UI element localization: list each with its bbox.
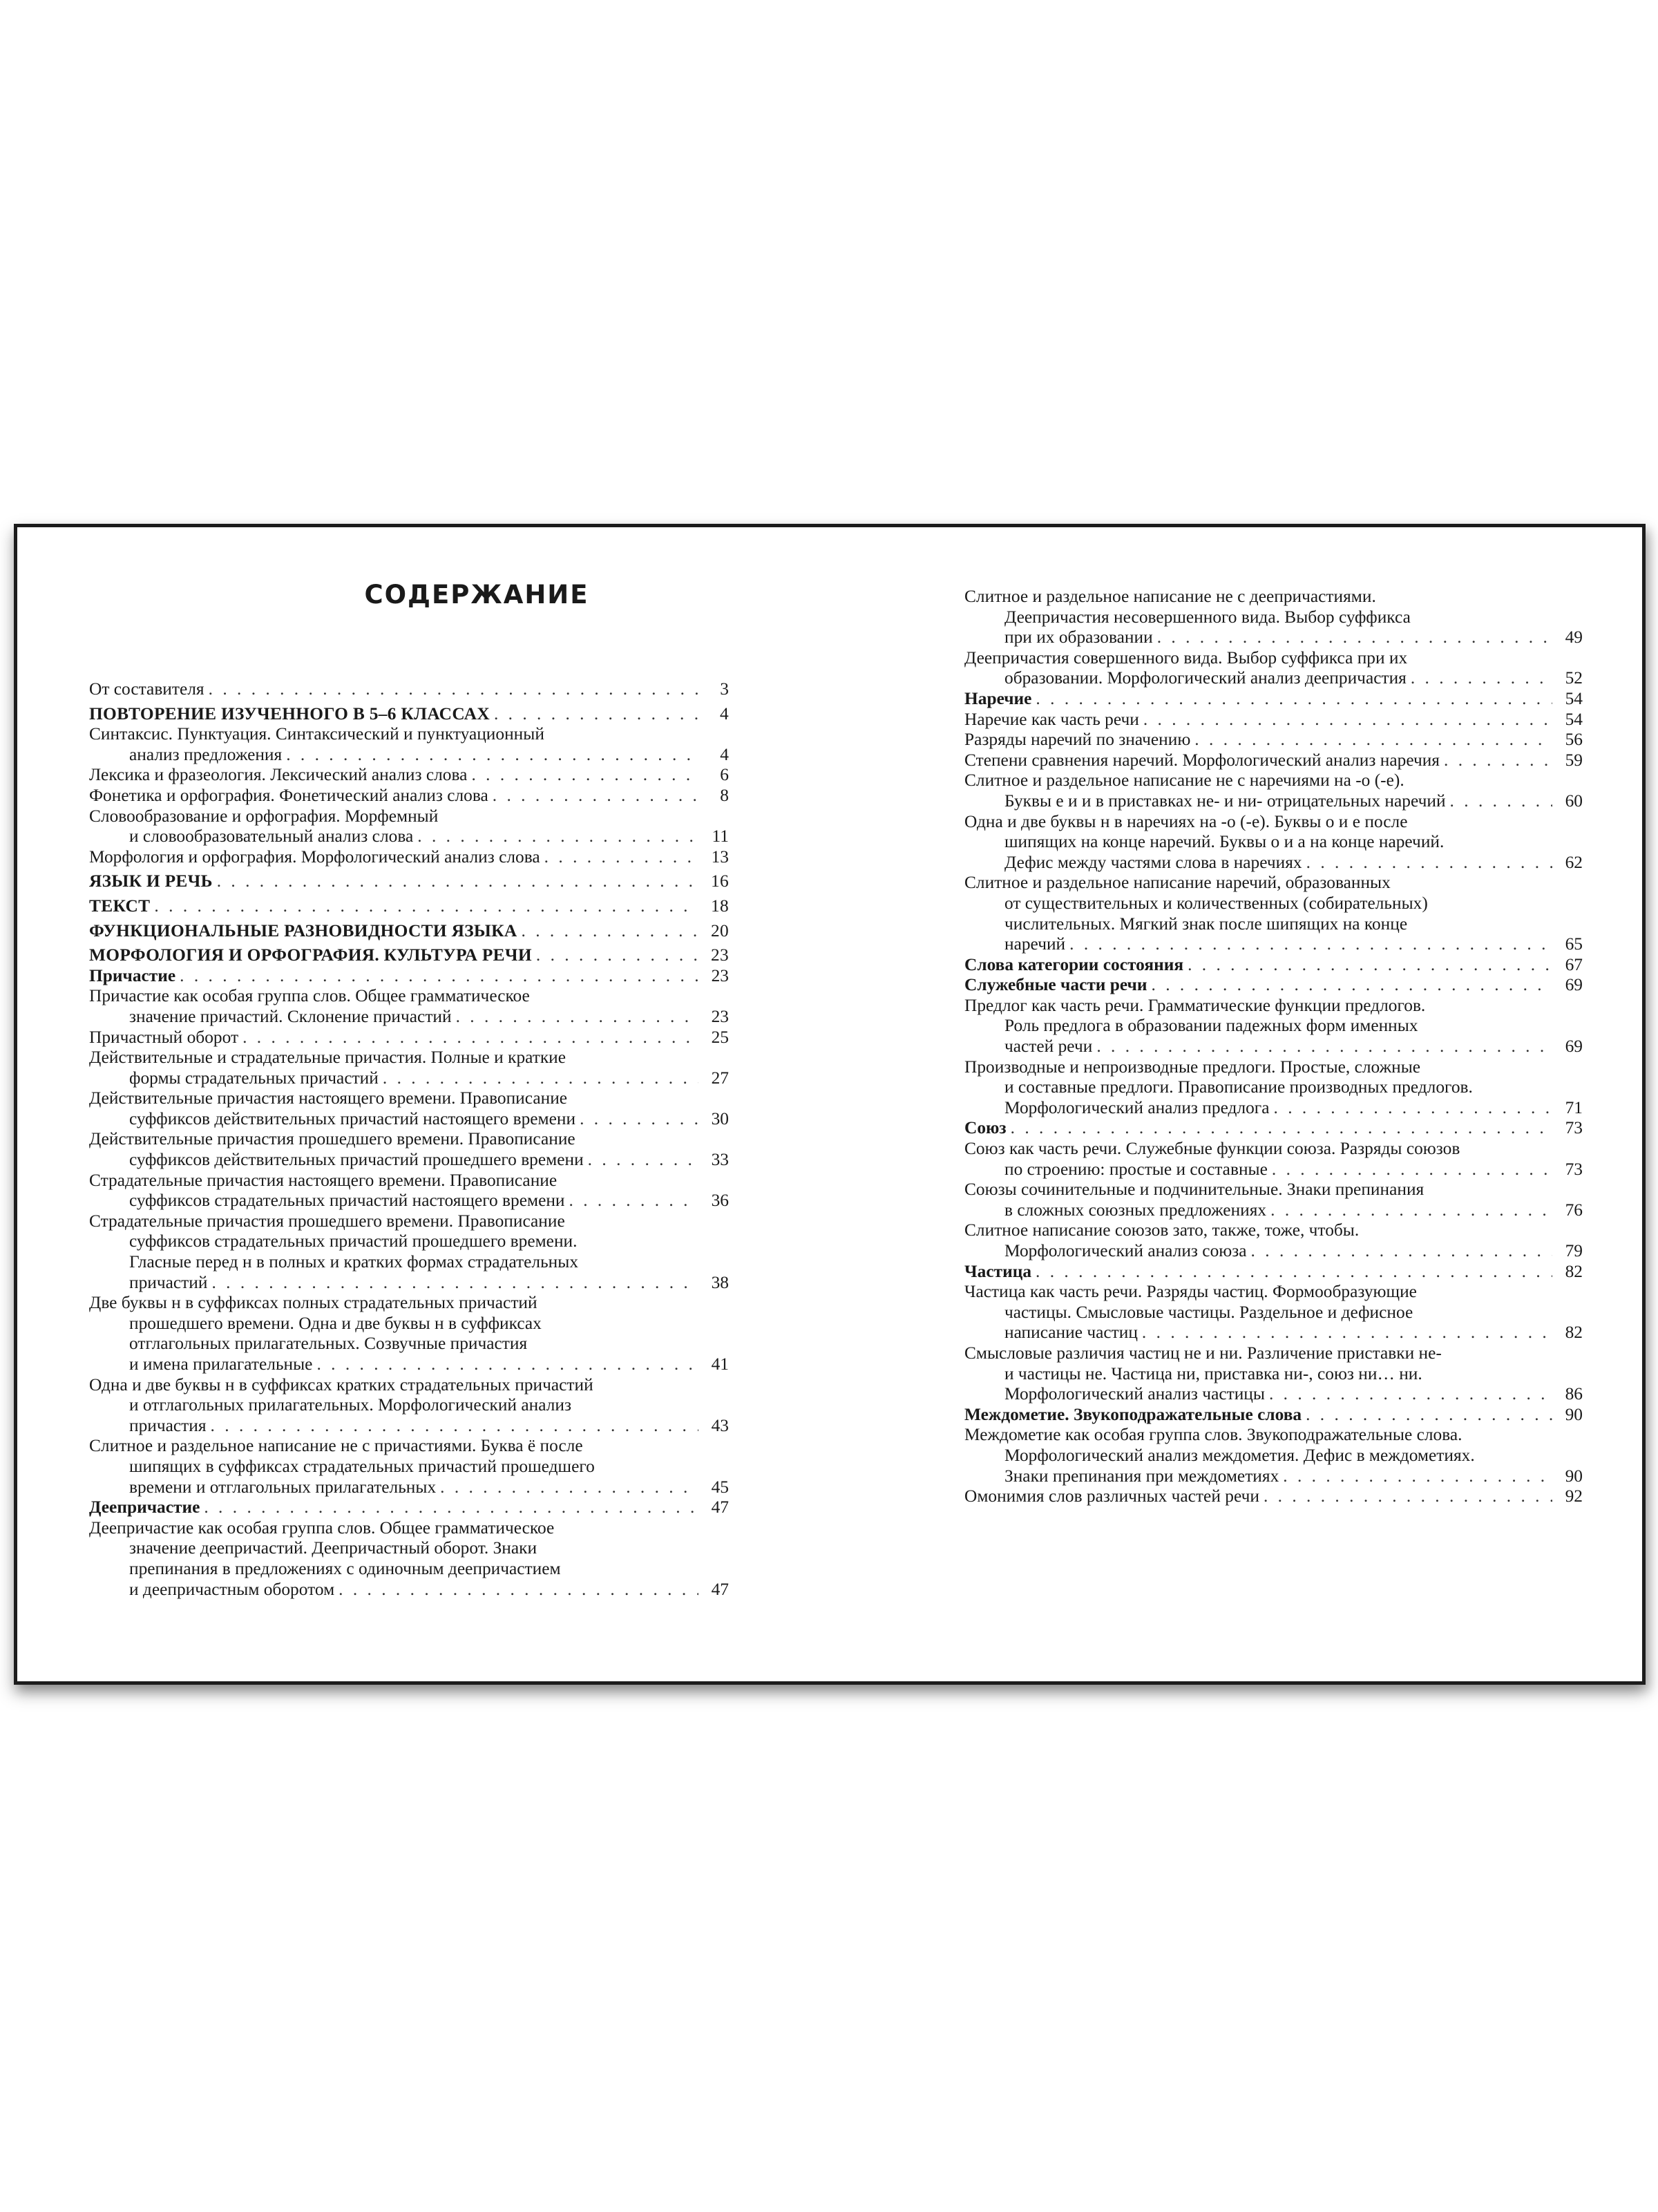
dot-leader	[1272, 1160, 1552, 1180]
toc-entry-row	[89, 1007, 729, 1028]
toc-entry-title: Омонимия слов различных частей речи	[964, 1486, 1259, 1506]
dot-leader	[1036, 1262, 1552, 1283]
toc-entry-row	[89, 1354, 729, 1375]
toc-entry[interactable]	[89, 1375, 729, 1437]
toc-entry-row	[964, 710, 1583, 730]
toc-entry-row	[964, 1037, 1583, 1057]
toc-entry-title: Морфологический анализ частицы	[1004, 1384, 1265, 1404]
toc-entry-title: Морфологический анализ союза	[1004, 1241, 1247, 1260]
page-number: 62	[1565, 852, 1583, 872]
toc-entry-line: Междометие как особая группа слов. Звукоподражательные слова.	[964, 1425, 1462, 1445]
page-number: 86	[1565, 1384, 1583, 1404]
toc-entry[interactable]	[89, 704, 729, 725]
dot-leader	[1036, 689, 1552, 710]
page-number: 54	[1565, 688, 1583, 708]
dot-leader	[1069, 934, 1552, 955]
toc-entry-title: и имена прилагательные	[129, 1354, 313, 1374]
toc-entry-title: Наречие как часть речи	[964, 709, 1139, 729]
page-number: 52	[1565, 668, 1583, 688]
toc-entry-line: шипящих в суффиксах страдательных причастий прошедшего	[129, 1456, 595, 1476]
toc-entry-row	[964, 730, 1583, 750]
toc-entry-title: образовании. Морфологический анализ деепричастия	[1004, 668, 1407, 688]
toc-entry-line: прошедшего времени. Одна и две буквы н в суффиксах	[129, 1313, 542, 1333]
page-number: 69	[1565, 1037, 1583, 1057]
page-number: 38	[711, 1272, 729, 1292]
page-number: 79	[1565, 1241, 1583, 1260]
toc-entry-title: ЯЗЫК И РЕЧЬ	[89, 871, 213, 891]
toc-entry-title: Причастный оборот	[89, 1027, 239, 1047]
page-number: 60	[1565, 791, 1583, 811]
toc-entry-title: суффиксов действительных причастий прошедшего времени	[129, 1150, 584, 1170]
page-number: 82	[1565, 1323, 1583, 1343]
toc-entry[interactable]	[89, 724, 729, 765]
dot-leader	[1152, 975, 1553, 996]
toc-entry-title: причастия	[129, 1415, 207, 1435]
toc-entry-line: Действительные причастия прошедшего времени. Правописание	[89, 1129, 575, 1149]
toc-entry[interactable]	[89, 871, 729, 892]
toc-entry-line: препинания в предложениях с одиночным деепричастием	[129, 1558, 561, 1578]
toc-entry-title: суффиксов страдательных причастий настоящего времени	[129, 1191, 565, 1211]
page-number: 30	[711, 1108, 729, 1128]
toc-entry[interactable]	[89, 1048, 729, 1088]
toc-entry-line: Слитное и раздельное написание наречий, образованных	[964, 873, 1391, 893]
book-spread	[14, 524, 1646, 1685]
toc-entry-row	[964, 791, 1583, 812]
dot-leader	[1306, 853, 1552, 873]
toc-entry-line: Предлог как часть речи. Грамматические функции предлогов.	[964, 995, 1426, 1015]
toc-entry-line: суффиксов страдательных причастий прошедшего времени.	[129, 1231, 578, 1251]
toc-entry-line: Словообразование и орфография. Морфемный	[89, 806, 439, 826]
toc-entry-line: шипящих на конце наречий. Буквы о и а на конце наречий.	[1004, 832, 1445, 852]
page-number: 56	[1565, 730, 1583, 750]
toc-entry[interactable]	[964, 648, 1583, 689]
page-number: 33	[711, 1150, 729, 1170]
toc-entry[interactable]	[89, 1171, 729, 1211]
toc-entry[interactable]	[964, 1282, 1583, 1343]
toc-entry-row	[89, 826, 729, 847]
page-number: 65	[1565, 934, 1583, 954]
toc-entry[interactable]	[89, 921, 729, 942]
toc-entry-row	[89, 1580, 729, 1600]
toc-entry-title: причастий	[129, 1272, 208, 1292]
toc-entry-row	[964, 1241, 1583, 1262]
toc-entry-title: Междометие. Звукоподражательные слова	[964, 1404, 1302, 1424]
toc-entry-line: Смысловые различия частиц не и ни. Различение приставки не-	[964, 1343, 1442, 1363]
toc-entry-title: Дефис между частями слова в наречиях	[1004, 852, 1302, 872]
toc-entry[interactable]	[89, 1088, 729, 1129]
toc-entry-row	[964, 668, 1583, 689]
toc-entry-title: ФУНКЦИОНАЛЬНЫЕ РАЗНОВИДНОСТИ ЯЗЫКА	[89, 920, 517, 940]
toc-entry-line: Частица как часть речи. Разряды частиц. Формообразующие	[964, 1282, 1417, 1302]
toc-entry-title: Фонетика и орфография. Фонетический анализ слова	[89, 785, 488, 805]
toc-entry-line: и отглагольных прилагательных. Морфологический анализ	[129, 1395, 571, 1415]
page-number: 47	[711, 1579, 729, 1599]
toc-entry-line: Страдательные причастия настоящего времени. Правописание	[89, 1170, 558, 1190]
toc-entry-line: Одна и две буквы н в наречиях на -о (-е). Буквы о и е после	[964, 811, 1408, 831]
toc-entry-line: Действительные и страдательные причастия. Полные и краткие	[89, 1048, 566, 1068]
dot-leader	[211, 1416, 698, 1437]
toc-entry[interactable]	[964, 1057, 1583, 1119]
page-number: 92	[1565, 1486, 1583, 1506]
toc-entry[interactable]	[964, 1220, 1583, 1261]
page-number: 49	[1565, 627, 1583, 647]
toc-entry-title: формы страдательных причастий	[129, 1068, 379, 1088]
toc-heading: СОДЕРЖАНИЕ	[364, 580, 589, 609]
dot-leader	[1157, 627, 1552, 648]
page-number: 54	[1565, 709, 1583, 729]
toc-entry[interactable]	[964, 955, 1583, 976]
toc-entry[interactable]	[964, 996, 1583, 1057]
toc-entry[interactable]	[89, 1129, 729, 1170]
toc-entry-line: Деепричастия совершенного вида. Выбор суффикса при их	[964, 647, 1408, 668]
toc-entry-line: Деепричастия несовершенного вида. Выбор суффикса	[1004, 607, 1411, 627]
toc-entry-row	[89, 1497, 729, 1518]
toc-entry[interactable]	[964, 1180, 1583, 1220]
dot-leader	[339, 1580, 698, 1600]
toc-entry-title: Слова категории состояния	[964, 954, 1184, 974]
dot-leader	[1269, 1384, 1552, 1405]
toc-entry[interactable]	[964, 750, 1583, 771]
toc-entry-line: частицы. Смысловые частицы. Раздельное и дефисное	[1004, 1302, 1413, 1322]
toc-entry-row	[964, 1118, 1583, 1139]
toc-entry-line: и составные предлоги. Правописание производных предлогов.	[1004, 1077, 1473, 1097]
dot-leader	[588, 1150, 698, 1171]
toc-entry[interactable]	[89, 1436, 729, 1497]
toc-entry-line: отглагольных прилагательных. Созвучные причастия	[129, 1334, 528, 1354]
toc-entry-title: Морфология и орфография. Морфологический анализ слова	[89, 847, 540, 867]
toc-entry[interactable]	[89, 896, 729, 917]
toc-entry-title: Разряды наречий по значению	[964, 730, 1191, 750]
toc-entry-line: Производные и непроизводные предлоги. Простые, сложные	[964, 1057, 1421, 1077]
dot-leader	[494, 704, 698, 725]
page-number: 4	[720, 744, 729, 764]
toc-entry-title: Степени сравнения наречий. Морфологический анализ наречия	[964, 750, 1440, 770]
toc-entry-line: Деепричастие как особая группа слов. Общее грамматическое	[89, 1518, 555, 1538]
toc-entry-title: ПОВТОРЕНИЕ ИЗУЧЕННОГО В 5–6 КЛАССАХ	[89, 703, 490, 724]
toc-entry[interactable]	[89, 847, 729, 868]
page-number: 18	[711, 896, 729, 916]
toc-entry-line: Действительные причастия настоящего времени. Правописание	[89, 1088, 568, 1108]
dot-leader	[1194, 730, 1552, 750]
toc-entry-row	[89, 786, 729, 806]
toc-entry-row	[89, 1028, 729, 1048]
dot-leader	[493, 786, 698, 806]
dot-leader	[456, 1007, 698, 1028]
dot-leader	[1096, 1037, 1552, 1057]
toc-entry-title: Союз	[964, 1118, 1007, 1138]
toc-entry-row	[89, 945, 729, 966]
toc-entry-line: числительных. Мягкий знак после шипящих на конце	[1004, 914, 1408, 934]
toc-entry-line: и частицы не. Частица ни, приставка ни-, союз ни… ни.	[1004, 1363, 1422, 1383]
dot-leader	[1450, 791, 1552, 812]
toc-entry[interactable]	[964, 1118, 1583, 1139]
toc-entry[interactable]	[89, 1293, 729, 1374]
dot-leader	[1306, 1405, 1552, 1426]
page-number: 16	[711, 871, 729, 891]
dot-leader	[536, 945, 698, 966]
page-number: 11	[712, 826, 729, 847]
toc-entry-title: написание частиц	[1004, 1323, 1138, 1343]
toc-entry[interactable]	[89, 1028, 729, 1048]
dot-leader	[1270, 1200, 1552, 1221]
toc-entry-title: МОРФОЛОГИЯ И ОРФОГРАФИЯ. КУЛЬТУРА РЕЧИ	[89, 945, 532, 965]
toc-entry[interactable]	[89, 1518, 729, 1600]
dot-leader	[1274, 1098, 1553, 1119]
toc-entry[interactable]	[964, 1405, 1583, 1426]
page-number: 23	[711, 1006, 729, 1026]
dot-leader	[180, 966, 698, 987]
toc-entry[interactable]	[964, 730, 1583, 750]
dot-leader	[1411, 668, 1552, 689]
toc-entry-row	[89, 765, 729, 786]
dot-leader	[242, 1028, 698, 1048]
toc-entry[interactable]	[89, 966, 729, 987]
toc-entry[interactable]	[964, 771, 1583, 811]
dot-leader	[1444, 750, 1552, 771]
toc-entry[interactable]	[89, 1211, 729, 1293]
page-number: 41	[711, 1354, 729, 1374]
page-number: 82	[1565, 1261, 1583, 1281]
dot-leader	[1283, 1466, 1552, 1487]
toc-entry[interactable]	[89, 786, 729, 806]
toc-entry-line: Одна и две буквы н в суффиксах кратких страдательных причастий	[89, 1374, 593, 1395]
page-number: 76	[1565, 1200, 1583, 1220]
toc-entry-row	[89, 1068, 729, 1089]
page-number: 73	[1565, 1159, 1583, 1179]
dot-leader	[1264, 1486, 1552, 1507]
toc-entry-row	[964, 689, 1583, 710]
dot-leader	[154, 896, 698, 917]
toc-entry-title: От составителя	[89, 679, 204, 699]
page-number: 4	[720, 703, 729, 724]
toc-entry[interactable]	[89, 945, 729, 966]
toc-entry-title: суффиксов действительных причастий настоящего времени	[129, 1108, 576, 1128]
toc-entry-row	[964, 853, 1583, 873]
dot-leader	[1143, 710, 1552, 730]
toc-entry-title: Причастие	[89, 965, 176, 985]
toc-entry-title: наречий	[1004, 934, 1066, 954]
dot-leader	[1188, 955, 1552, 976]
toc-entry-row	[89, 1191, 729, 1211]
page-number: 6	[720, 765, 729, 785]
page-number: 90	[1565, 1404, 1583, 1424]
toc-entry-line: Слитное написание союзов зато, также, тоже, чтобы.	[964, 1220, 1360, 1240]
dot-leader	[1142, 1323, 1552, 1343]
toc-entry-row	[89, 847, 729, 868]
toc-entry-row	[89, 1273, 729, 1294]
page-number: 23	[711, 965, 729, 985]
dot-leader	[1011, 1118, 1552, 1139]
toc-entry-row	[89, 704, 729, 725]
page-number: 47	[711, 1497, 729, 1518]
toc-entry[interactable]	[89, 765, 729, 786]
toc-entry[interactable]	[964, 1343, 1583, 1405]
page-number: 3	[720, 679, 729, 699]
toc-entry-row	[89, 1150, 729, 1171]
toc-entry-title: Лексика и фразеология. Лексический анализ слова	[89, 765, 468, 785]
toc-entry-row	[964, 1405, 1583, 1426]
page-number: 43	[711, 1415, 729, 1435]
toc-entry-title: Знаки препинания при междометиях	[1004, 1466, 1279, 1486]
toc-entry-row	[89, 745, 729, 766]
page-number: 69	[1565, 975, 1583, 995]
page-number: 25	[711, 1027, 729, 1047]
toc-entry[interactable]	[964, 812, 1583, 873]
toc-entry-line: Страдательные причастия прошедшего времени. Правописание	[89, 1211, 565, 1231]
dot-leader	[569, 1191, 698, 1211]
dot-leader	[316, 1354, 698, 1375]
dot-leader	[383, 1068, 698, 1089]
toc-entry-row	[964, 975, 1583, 996]
toc-entry-row	[89, 1109, 729, 1130]
toc-entry-row	[89, 871, 729, 892]
page-number: 8	[720, 785, 729, 805]
toc-entry-row	[964, 1384, 1583, 1405]
toc-entry-title: Морфологический анализ предлога	[1004, 1097, 1270, 1117]
toc-entry-title: времени и отглагольных прилагательных	[129, 1477, 437, 1497]
toc-entry-line: Союз как часть речи. Служебные функции союза. Разряды союзов	[964, 1139, 1460, 1159]
toc-entry-title: анализ предложения	[129, 744, 283, 764]
toc-entry-line: Причастие как особая группа слов. Общее грамматическое	[89, 986, 530, 1006]
toc-entry-line: Две буквы н в суффиксах полных страдательных причастий	[89, 1293, 537, 1313]
toc-entry[interactable]	[964, 1425, 1583, 1486]
dot-leader	[471, 765, 698, 786]
toc-entry-row	[964, 1323, 1583, 1343]
toc-entry-title: в сложных союзных предложениях	[1004, 1200, 1267, 1220]
dot-leader	[204, 1497, 698, 1518]
toc-entry-title: Наречие	[964, 688, 1032, 708]
page-number: 71	[1565, 1097, 1583, 1117]
toc-entry-title: ТЕКСТ	[89, 896, 151, 916]
toc-entry-row	[89, 921, 729, 942]
dot-leader	[522, 921, 699, 942]
dot-leader	[211, 1273, 698, 1294]
toc-entry-title: Служебные части речи	[964, 975, 1147, 995]
toc-entry-row	[89, 1477, 729, 1498]
toc-entry-title: частей речи	[1004, 1037, 1093, 1057]
toc-entry[interactable]	[89, 806, 729, 847]
page-number: 20	[711, 920, 729, 940]
toc-entry-title: и деепричастным оборотом	[129, 1579, 335, 1599]
toc-entry-row	[964, 1262, 1583, 1283]
toc-entry-line: Синтаксис. Пунктуация. Синтаксический и пунктуационный	[89, 724, 544, 744]
toc-entry-title: по строению: простые и составные	[1004, 1159, 1268, 1179]
page-number: 67	[1565, 954, 1583, 974]
dot-leader	[440, 1477, 698, 1498]
toc-list-left	[89, 679, 729, 1600]
toc-entry-row	[964, 1160, 1583, 1180]
toc-entry[interactable]	[964, 873, 1583, 954]
page-number: 73	[1565, 1118, 1583, 1138]
toc-entry-row	[89, 966, 729, 987]
dot-leader	[544, 847, 698, 868]
dot-leader	[209, 679, 698, 700]
toc-entry-row	[964, 955, 1583, 976]
toc-entry-line: Роль предлога в образовании падежных форм именных	[1004, 1016, 1418, 1036]
toc-entry-line: Слитное и раздельное написание не с наречиями на -о (-е).	[964, 771, 1404, 791]
toc-entry-row	[89, 896, 729, 917]
toc-entry-line: Гласные перед н в полных и кратких формах страдательных	[129, 1252, 579, 1272]
toc-entry-title: и словообразовательный анализ слова	[129, 826, 414, 847]
toc-entry[interactable]	[964, 1262, 1583, 1283]
toc-entry-row	[964, 1466, 1583, 1487]
toc-entry-row	[89, 1416, 729, 1437]
toc-entry-title: Частица	[964, 1261, 1032, 1281]
dot-leader	[1251, 1241, 1552, 1262]
toc-entry-row	[964, 934, 1583, 955]
page-number: 27	[711, 1068, 729, 1088]
toc-entry-row	[964, 1098, 1583, 1119]
page-number: 59	[1565, 750, 1583, 770]
toc-entry-row	[964, 1200, 1583, 1221]
toc-entry-line: Морфологический анализ междометия. Дефис в междометиях.	[1004, 1445, 1475, 1465]
toc-entry-row	[89, 679, 729, 700]
toc-entry-row	[964, 1486, 1583, 1507]
toc-entry-row	[964, 750, 1583, 771]
toc-entry[interactable]	[964, 1139, 1583, 1180]
toc-entry-title: значение причастий. Склонение причастий	[129, 1006, 452, 1026]
toc-entry[interactable]	[964, 587, 1583, 648]
toc-entry-line: Слитное и раздельное написание не с причастиями. Буква ё после	[89, 1436, 583, 1456]
dot-leader	[417, 826, 698, 847]
toc-entry[interactable]	[89, 1497, 729, 1518]
toc-entry-title: при их образовании	[1004, 627, 1153, 647]
page-number: 13	[711, 847, 729, 867]
toc-entry[interactable]	[964, 689, 1583, 710]
toc-entry[interactable]	[964, 975, 1583, 996]
page-number: 90	[1565, 1466, 1583, 1486]
page-number: 23	[711, 945, 729, 965]
toc-entry-title: Буквы е и и в приставках не- и ни- отрицательных наречий	[1004, 791, 1446, 811]
toc-entry-line: Слитное и раздельное написание не с деепричастиями.	[964, 587, 1376, 606]
toc-entry[interactable]	[964, 1486, 1583, 1507]
page-number: 36	[711, 1191, 729, 1211]
toc-entry-line: значение деепричастий. Деепричастный оборот. Знаки	[129, 1538, 537, 1558]
dot-leader	[580, 1109, 698, 1130]
toc-list-right	[964, 587, 1583, 1507]
toc-entry-line: Союзы сочинительные и подчинительные. Знаки препинания	[964, 1180, 1424, 1200]
toc-entry[interactable]	[89, 679, 729, 700]
toc-entry-title: Деепричастие	[89, 1497, 200, 1518]
toc-entry-line: от существительных и количественных (собирательных)	[1004, 893, 1428, 913]
toc-entry[interactable]	[89, 986, 729, 1027]
toc-entry-row	[964, 627, 1583, 648]
toc-entry[interactable]	[964, 710, 1583, 730]
page-number: 45	[711, 1477, 729, 1497]
dot-leader	[217, 871, 698, 892]
dot-leader	[286, 745, 698, 766]
